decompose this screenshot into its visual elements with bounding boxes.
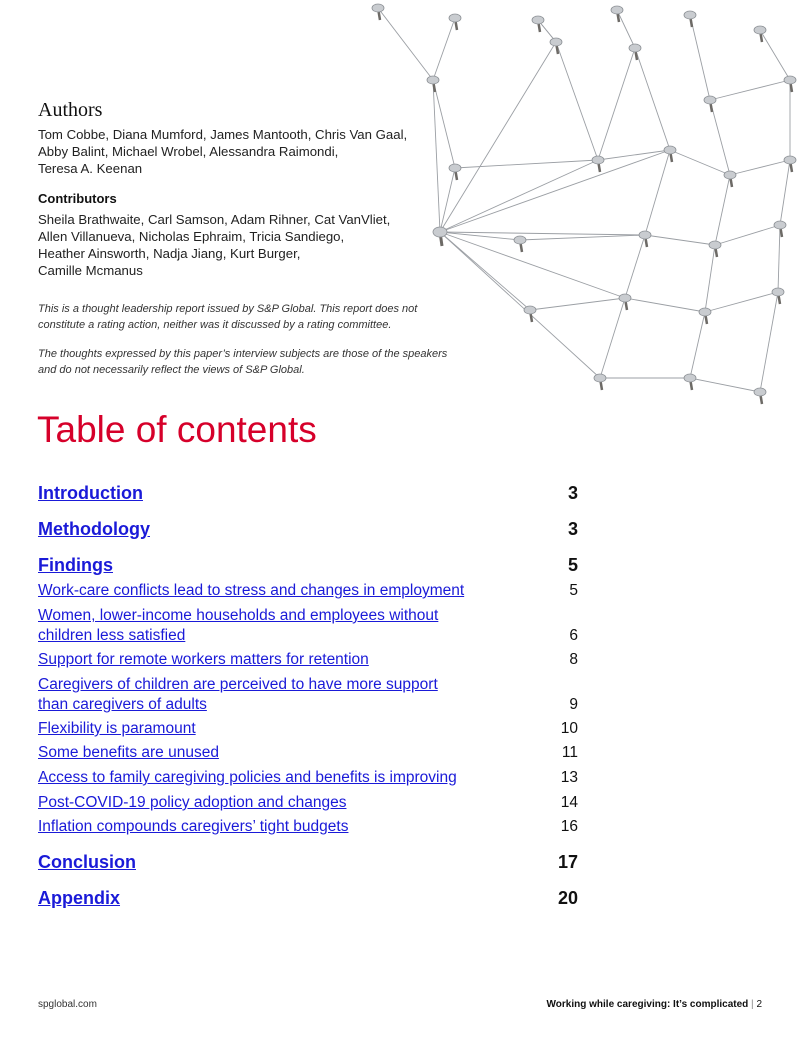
- thread-line: [715, 175, 730, 245]
- thread-line: [645, 235, 715, 245]
- footer-separator: |: [751, 999, 754, 1010]
- toc-link[interactable]: Post-COVID-19 policy adoption and changes: [38, 794, 347, 811]
- toc-link[interactable]: Support for remote workers matters for retention: [38, 651, 369, 668]
- disclaimer-line: constitute a rating action, neither was it discussed by a rating committee.: [38, 319, 392, 331]
- toc-entry-work-care: [38, 581, 578, 601]
- contributors-list: [38, 211, 458, 279]
- thread-line: [440, 232, 645, 235]
- toc-page-number: 16: [560, 818, 578, 835]
- pushpin: [372, 4, 384, 20]
- toc-link[interactable]: Introduction: [38, 483, 143, 503]
- thread-line: [705, 292, 778, 312]
- toc-link-line: Caregivers of children are perceived to have more support: [38, 676, 438, 693]
- toc-link[interactable]: Methodology: [38, 519, 150, 539]
- toc-link[interactable]: Work-care conflicts lead to stress and changes in employment: [38, 582, 465, 599]
- toc-page-number: 8: [569, 651, 578, 668]
- footer-title: [547, 999, 762, 1010]
- thread-line: [690, 312, 705, 378]
- toc-entry-women-lower-income: [38, 606, 578, 645]
- toc-page-number: 20: [557, 888, 578, 908]
- pushpin: [592, 156, 604, 172]
- toc-entry-post-covid: [38, 793, 578, 813]
- author-line: Tom Cobbe, Diana Mumford, James Mantooth, Chris Van Gaal,: [38, 127, 408, 142]
- thread-line: [598, 150, 670, 160]
- thread-line: [556, 42, 598, 160]
- toc-entry-findings: [38, 554, 578, 576]
- pushpin: [724, 171, 736, 187]
- pushpin: [639, 231, 651, 247]
- toc-page-number: 3: [567, 519, 578, 539]
- pushpin: [772, 288, 784, 304]
- toc-page-number: 10: [560, 720, 578, 737]
- thread-line: [440, 160, 598, 232]
- toc-link[interactable]: [38, 607, 438, 644]
- contributor-line: Heather Ainsworth, Nadja Jiang, Kurt Burger,: [38, 246, 301, 261]
- thread-line: [730, 160, 790, 175]
- authors-list: [38, 126, 458, 177]
- toc-page-number: 13: [560, 769, 578, 786]
- thread-line: [710, 80, 790, 100]
- toc-link[interactable]: [38, 676, 438, 713]
- pushpin: [594, 374, 606, 390]
- toc-entry-inflation: [38, 817, 578, 837]
- pushpin: [704, 96, 716, 112]
- footer-report-title: Working while caregiving: It’s complicated: [546, 999, 749, 1010]
- pushpin: [699, 308, 711, 324]
- toc-title: Table of contents: [37, 409, 317, 450]
- toc-entry-appendix: [38, 887, 578, 909]
- disclaimer-views: [38, 346, 508, 378]
- thread-line: [617, 10, 635, 48]
- thread-line: [645, 150, 670, 235]
- toc-page-number: 14: [560, 794, 578, 811]
- thread-line: [690, 378, 760, 392]
- thread-line: [378, 8, 433, 80]
- pushpin: [532, 16, 544, 32]
- toc-entry-remote-workers: [38, 650, 578, 670]
- toc-link-line: than caregivers of adults: [38, 695, 207, 713]
- thread-line: [705, 245, 715, 312]
- footer-site: spglobal.com: [38, 999, 97, 1010]
- pushpin: [684, 374, 696, 390]
- toc-page-number: 5: [567, 555, 578, 575]
- footer-page-number: 2: [756, 999, 762, 1010]
- author-line: Teresa A. Keenan: [38, 161, 143, 176]
- thread-line: [598, 48, 635, 160]
- pushpin: [709, 241, 721, 257]
- thread-line: [715, 225, 780, 245]
- thread-line: [433, 18, 455, 80]
- toc-link[interactable]: Findings: [38, 555, 113, 575]
- thread-line: [530, 298, 625, 310]
- pushpin: [619, 294, 631, 310]
- disclaimer-rating: [38, 301, 508, 333]
- toc-link[interactable]: Some benefits are unused: [38, 744, 219, 761]
- toc-page-number: 9: [569, 695, 578, 713]
- thread-line: [455, 160, 598, 168]
- toc-entry-methodology: [38, 518, 578, 540]
- toc-link[interactable]: Inflation compounds caregivers’ tight budgets: [38, 818, 349, 835]
- toc-link-line: Women, lower-income households and employees without: [38, 607, 439, 624]
- toc-page-number: 17: [557, 852, 578, 872]
- pushpin: [754, 388, 766, 404]
- toc-entry-conclusion: [38, 851, 578, 873]
- thread-line: [635, 48, 670, 150]
- contributors-heading: Contributors: [38, 191, 117, 206]
- toc-page-number: 6: [569, 626, 578, 644]
- contributor-line: Camille Mcmanus: [38, 263, 143, 278]
- pushpin: [550, 38, 562, 54]
- thread-line: [520, 235, 645, 240]
- toc-entry-benefits-unused: [38, 743, 578, 763]
- toc-link-line: children less satisfied: [38, 626, 186, 644]
- pushpin: [524, 306, 536, 322]
- pushpin: [664, 146, 676, 162]
- thread-line: [670, 150, 730, 175]
- toc-link[interactable]: Flexibility is paramount: [38, 720, 196, 737]
- thread-line: [625, 235, 645, 298]
- toc-entry-caregivers-children: [38, 675, 578, 714]
- pushpin: [784, 156, 796, 172]
- toc-entry-introduction: [38, 482, 578, 504]
- toc-page-number: 3: [567, 483, 578, 503]
- thread-line: [600, 298, 625, 378]
- toc-page-number: 5: [569, 582, 578, 599]
- author-line: Abby Balint, Michael Wrobel, Alessandra Raimondi,: [38, 144, 339, 159]
- thread-line: [760, 30, 790, 80]
- pushpin: [449, 14, 461, 30]
- thread-line: [690, 15, 710, 100]
- thread-line: [625, 298, 705, 312]
- toc-link[interactable]: Appendix: [38, 888, 121, 908]
- disclaimer-line: This is a thought leadership report issued by S&P Global. This report does not: [38, 303, 418, 315]
- toc-entry-flexibility: [38, 719, 578, 739]
- toc-entry-access-policies: [38, 768, 578, 788]
- disclaimer-line: and do not necessarily reflect the views of S&P Global.: [38, 364, 305, 376]
- toc-link[interactable]: Access to family caregiving policies and benefits is improving: [38, 769, 457, 786]
- pushpin: [684, 11, 696, 27]
- pushpin: [514, 236, 526, 252]
- contributor-line: Sheila Brathwaite, Carl Samson, Adam Rihner, Cat VanVliet,: [38, 212, 391, 227]
- toc-page-number: 11: [561, 744, 578, 761]
- thread-line: [778, 225, 780, 292]
- thread-line: [780, 160, 790, 225]
- pushpin: [754, 26, 766, 42]
- thread-line: [440, 232, 625, 298]
- pushpin: [629, 44, 641, 60]
- authors-heading: Authors: [38, 99, 103, 121]
- toc-link[interactable]: Conclusion: [38, 852, 136, 872]
- contributor-line: Allen Villanueva, Nicholas Ephraim, Tricia Sandiego,: [38, 229, 345, 244]
- thread-line: [760, 292, 778, 392]
- disclaimer-line: The thoughts expressed by this paper’s interview subjects are those of the speakers: [38, 348, 448, 360]
